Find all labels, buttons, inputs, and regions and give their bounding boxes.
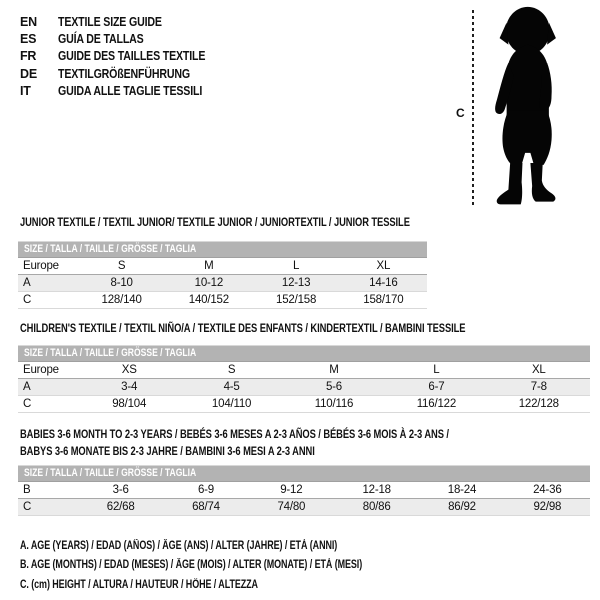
size-cell: S bbox=[227, 364, 236, 376]
language-code: EN bbox=[20, 14, 37, 29]
size-cell: 128/140 bbox=[101, 294, 142, 306]
babies-section-title-line2: BABYS 3-6 MONATE BIS 2-3 JAHRE / BAMBINI 3-6 MESI A 2-3 ANNI bbox=[20, 444, 315, 458]
legend-line: C. (cm) HEIGHT / ALTURA / HAUTEUR / HÖHE / ALTEZZA bbox=[20, 578, 258, 591]
size-cell: XL bbox=[376, 260, 391, 272]
row-label: C bbox=[23, 501, 32, 513]
row-label: Europe bbox=[23, 260, 59, 272]
row-label: C bbox=[23, 398, 32, 410]
babies-size-table bbox=[18, 465, 590, 516]
size-cell: M bbox=[329, 364, 339, 376]
size-cell: S bbox=[117, 260, 126, 272]
language-list bbox=[20, 13, 231, 99]
height-measure-label: C bbox=[456, 106, 465, 120]
size-cell: 62/68 bbox=[106, 501, 135, 513]
row-label: A bbox=[23, 277, 31, 289]
language-row bbox=[20, 65, 231, 82]
height-measure-dashed-line bbox=[472, 10, 474, 208]
language-label: GUIDA ALLE TAGLIE TESSILI bbox=[58, 83, 203, 98]
table-row bbox=[18, 292, 427, 309]
row-label: Europe bbox=[23, 364, 59, 376]
size-cell: 68/74 bbox=[192, 501, 220, 513]
size-cell: 98/104 bbox=[112, 398, 147, 410]
language-label: TEXTILE SIZE GUIDE bbox=[58, 14, 162, 29]
size-cell: 104/110 bbox=[211, 398, 252, 410]
babies-section-title-line1: BABIES 3-6 MONTH TO 2-3 YEARS / BEBÉS 3-6 MESES A 2-3 AÑOS / BÉBÉS 3-6 MOIS À 2-3 ANS / bbox=[20, 427, 449, 441]
size-cell: 5-6 bbox=[325, 381, 342, 393]
table-size-header bbox=[18, 345, 590, 362]
size-cell: L bbox=[293, 260, 300, 272]
row-label: A bbox=[23, 381, 31, 393]
size-cell: 86/92 bbox=[448, 501, 476, 513]
table-row bbox=[18, 482, 590, 499]
language-label: TEXTILGRÖßENFÜHRUNG bbox=[58, 66, 190, 81]
size-cell: M bbox=[204, 260, 214, 272]
size-cell: 14-16 bbox=[369, 277, 398, 289]
size-cell: 116/122 bbox=[416, 398, 457, 410]
table-size-header-text: SIZE / TALLA / TAILLE / GRÖSSE / TAGLIA bbox=[24, 243, 197, 255]
size-cell: 3-6 bbox=[112, 484, 129, 496]
children-size-table bbox=[18, 345, 590, 413]
size-cell: 140/152 bbox=[188, 294, 229, 306]
table-size-header bbox=[18, 465, 590, 482]
size-cell: 92/98 bbox=[533, 501, 562, 513]
size-cell: 110/116 bbox=[314, 398, 354, 410]
language-row bbox=[20, 82, 231, 99]
language-code: FR bbox=[20, 49, 37, 64]
size-cell: 6-7 bbox=[428, 381, 445, 393]
language-row bbox=[20, 30, 231, 47]
language-code: ES bbox=[20, 31, 37, 46]
baby-figure-area bbox=[448, 6, 578, 218]
size-cell: 12-13 bbox=[281, 277, 311, 289]
table-row bbox=[18, 258, 427, 275]
legend bbox=[20, 536, 600, 594]
size-cell: 74/80 bbox=[277, 501, 306, 513]
junior-section-title: JUNIOR TEXTILE / TEXTIL JUNIOR/ TEXTILE JUNIOR / JUNIORTEXTIL / JUNIOR TESSILE bbox=[20, 215, 410, 229]
language-label: GUÍA DE TALLAS bbox=[58, 31, 144, 46]
language-code: DE bbox=[20, 66, 37, 81]
table-size-header-text: SIZE / TALLA / TAILLE / GRÖSSE / TAGLIA bbox=[24, 467, 197, 479]
size-cell: 152/158 bbox=[276, 294, 317, 306]
size-cell: 158/170 bbox=[363, 294, 404, 306]
baby-silhouette-icon bbox=[482, 6, 570, 208]
table-row bbox=[18, 499, 590, 516]
size-cell: 80/86 bbox=[362, 501, 391, 513]
size-cell: 10-12 bbox=[194, 277, 224, 289]
children-section-title: CHILDREN'S TEXTILE / TEXTIL NIÑO/A / TEXTILE DES ENFANTS / KINDERTEXTIL / BAMBINI TESSILE bbox=[20, 321, 466, 335]
language-label: GUIDE DES TAILLES TEXTILE bbox=[58, 49, 206, 64]
language-code: IT bbox=[20, 83, 31, 98]
legend-line: B. AGE (MONTHS) / EDAD (MESES) / ÂGE (MOIS) / ALTER (MONATE) / ETÀ (MESI) bbox=[20, 559, 363, 572]
size-cell: 4-5 bbox=[223, 381, 240, 393]
size-cell: 9-12 bbox=[280, 484, 303, 496]
junior-size-table bbox=[18, 241, 427, 309]
table-size-header bbox=[18, 241, 427, 258]
language-row bbox=[20, 48, 231, 65]
size-cell: 24-36 bbox=[533, 484, 562, 496]
size-cell: 8-10 bbox=[110, 277, 133, 289]
size-cell: 12-18 bbox=[362, 484, 391, 496]
legend-line: A. AGE (YEARS) / EDAD (AÑOS) / ÂGE (ANS) / ALTER (JAHRE) / ETÀ (ANNI) bbox=[20, 540, 338, 552]
row-label: C bbox=[23, 294, 32, 306]
language-row bbox=[20, 13, 231, 30]
size-cell: 6-9 bbox=[197, 484, 214, 496]
table-size-header-text: SIZE / TALLA / TAILLE / GRÖSSE / TAGLIA bbox=[24, 347, 197, 359]
table-row bbox=[18, 362, 590, 379]
size-cell: 18-24 bbox=[447, 484, 477, 496]
table-row bbox=[18, 396, 590, 413]
table-row bbox=[18, 379, 590, 396]
table-row bbox=[18, 275, 427, 292]
row-label: B bbox=[23, 484, 31, 496]
size-cell: 7-8 bbox=[530, 381, 547, 393]
size-cell: L bbox=[433, 364, 440, 376]
size-cell: XS bbox=[121, 364, 137, 376]
size-cell: 122/128 bbox=[518, 398, 559, 410]
size-cell: 3-4 bbox=[121, 381, 138, 393]
size-cell: XL bbox=[531, 364, 546, 376]
